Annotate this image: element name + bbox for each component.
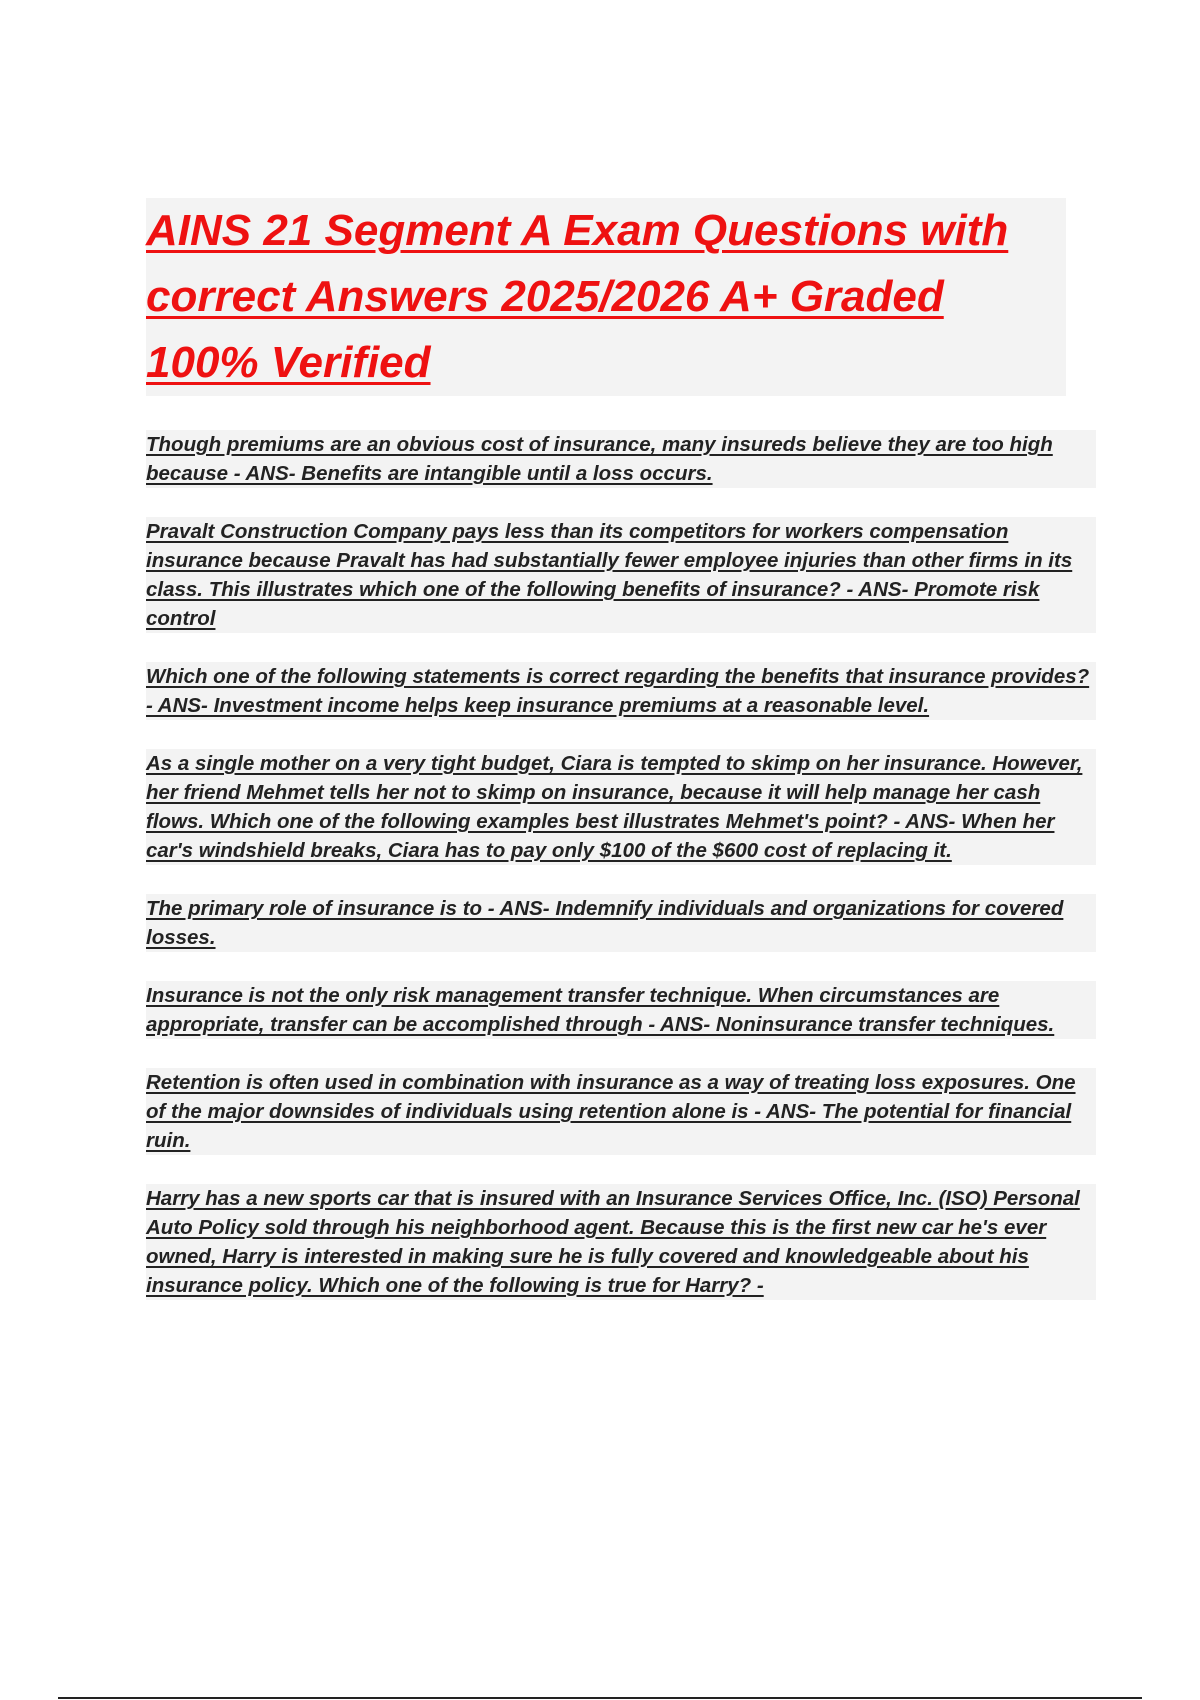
title-line-1: AINS 21 Segment A Exam Questions with <box>146 206 1009 255</box>
qa-item <box>146 981 1096 1039</box>
qa-text: The primary role of insurance is to - ANS- Indemnify individuals and organizations for covered losses. <box>146 897 1064 949</box>
qa-text: As a single mother on a very tight budget, Ciara is tempted to skimp on her insurance. However, her friend Mehmet tells her not to skimp on insurance, because it will help manage her cash flows. Which one of the following examples best illustrates Mehmet's point? - ANS- When her car's windshield breaks, Ciara has to pay only $100 of the $600 cost of replacing it. <box>146 752 1083 862</box>
title-line-3: 100% Verified <box>146 338 431 387</box>
qa-item <box>146 1068 1096 1155</box>
qa-item <box>146 517 1096 633</box>
qa-item <box>146 749 1096 865</box>
title-line-2: correct Answers 2025/2026 A+ Graded <box>146 272 944 321</box>
qa-text: Insurance is not the only risk management transfer technique. When circumstances are appropriate, transfer can be accomplished through - ANS- Noninsurance transfer techniques. <box>146 984 1055 1036</box>
qa-text: Which one of the following statements is correct regarding the benefits that insurance provides? - ANS- Investment income helps keep insurance premiums at a reasonable level. <box>146 665 1090 717</box>
qa-item <box>146 430 1096 488</box>
qa-text: Retention is often used in combination with insurance as a way of treating loss exposures. One of the major downsides of individuals using retention alone is - ANS- The potential for financial ruin. <box>146 1071 1076 1152</box>
qa-item <box>146 662 1096 720</box>
qa-text: Pravalt Construction Company pays less than its competitors for workers compensation insurance because Pravalt has had substantially fewer employee injuries than other firms in its class. This illustrates which one of the following benefits of insurance? - ANS- Promote risk control <box>146 520 1073 630</box>
qa-item <box>146 894 1096 952</box>
qa-text: Though premiums are an obvious cost of insurance, many insureds believe they are too high because - ANS- Benefits are intangible until a loss occurs. <box>146 433 1053 485</box>
qa-text: Harry has a new sports car that is insured with an Insurance Services Office, Inc. (ISO) Personal Auto Policy sold through his neighborhood agent. Because this is the first new car he's ever owned, Harry is interested in making sure he is fully covered and knowledgeable about his insurance policy. Which one of the following is true for Harry? - <box>146 1187 1080 1297</box>
qa-item <box>146 1184 1096 1300</box>
document-title <box>146 198 1066 396</box>
footer-rule <box>58 1697 1142 1699</box>
qa-list <box>146 430 1096 1329</box>
